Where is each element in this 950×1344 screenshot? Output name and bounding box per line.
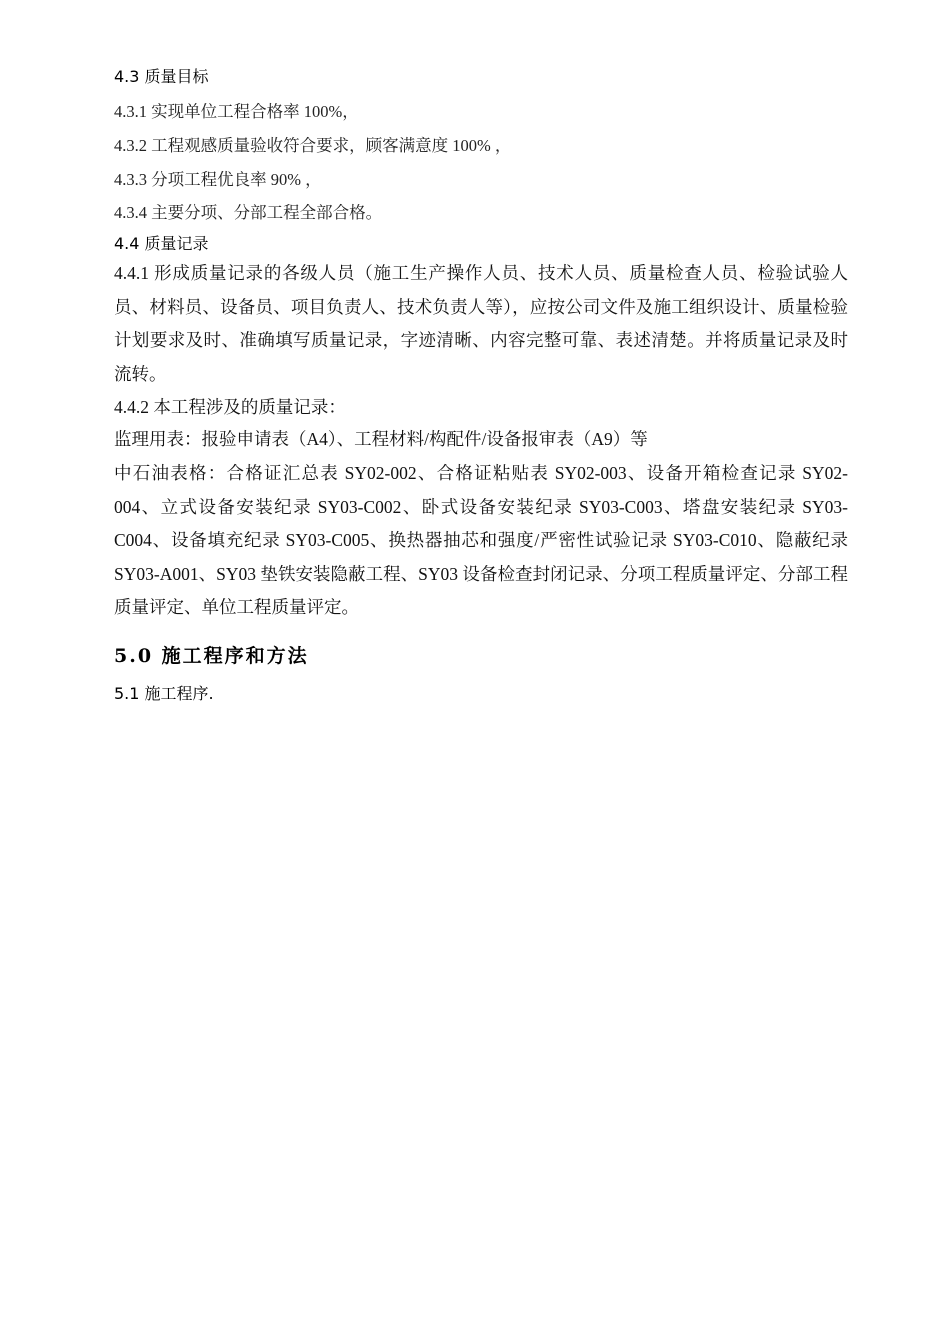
list-item: 4.3.4 主要分项、分部工程全部合格。 xyxy=(114,203,383,222)
list-item: 4.3.2 工程观感质量验收符合要求，顾客满意度 100% ， xyxy=(114,136,512,155)
paragraph-4-4-2: 4.4.2 本工程涉及的质量记录： xyxy=(114,397,346,417)
list-item: 4.3.1 实现单位工程合格率 100%， xyxy=(114,102,359,121)
paragraph-cnpc-forms: 中石油表格：合格证汇总表 SY02-002、合格证粘贴表 SY02-003、设备开箱检查记录 SY02-004、立式设备安装纪录 SY03-C002、卧式设备安装纪录 SY03-C003、塔盘安装纪录 SY03-C004、设备填充纪录 SY03-C005、换热器抽芯和强度/严密性试验记录 SY03-C010、隐蔽纪录 SY03-A001、SY03 垫铁安装隐蔽工程、SY03 设备检查封闭记录、分项工程质量评定、分部工程质量评定、单位工程质量评定。 xyxy=(114,463,848,618)
section-heading-4-4: 4.4 质量记录 xyxy=(114,234,209,253)
paragraph-4-4-1: 4.4.1 形成质量记录的各级人员（施工生产操作人员、技术人员、质量检查人员、检验试验人员、材料员、设备员、项目负责人、技术负责人等），应按公司文件及施工组织设计、质量检验计划要求及时、准确填写质量记录，字迹清晰、内容完整可靠、表述清楚。并将质量记录及时流转。 xyxy=(114,263,848,384)
section-heading-5-0: 5.0 施工程序和方法 xyxy=(114,645,309,667)
section-heading-4-3: 4.3 质量目标 xyxy=(114,67,209,86)
section-heading-5-1: 5.1 施工程序. xyxy=(114,684,214,703)
list-item: 4.3.3 分项工程优良率 90% ， xyxy=(114,170,322,189)
paragraph-supervision-forms: 监理用表：报验申请表（A4）、工程材料/构配件/设备报审表（A9）等 xyxy=(114,429,648,449)
